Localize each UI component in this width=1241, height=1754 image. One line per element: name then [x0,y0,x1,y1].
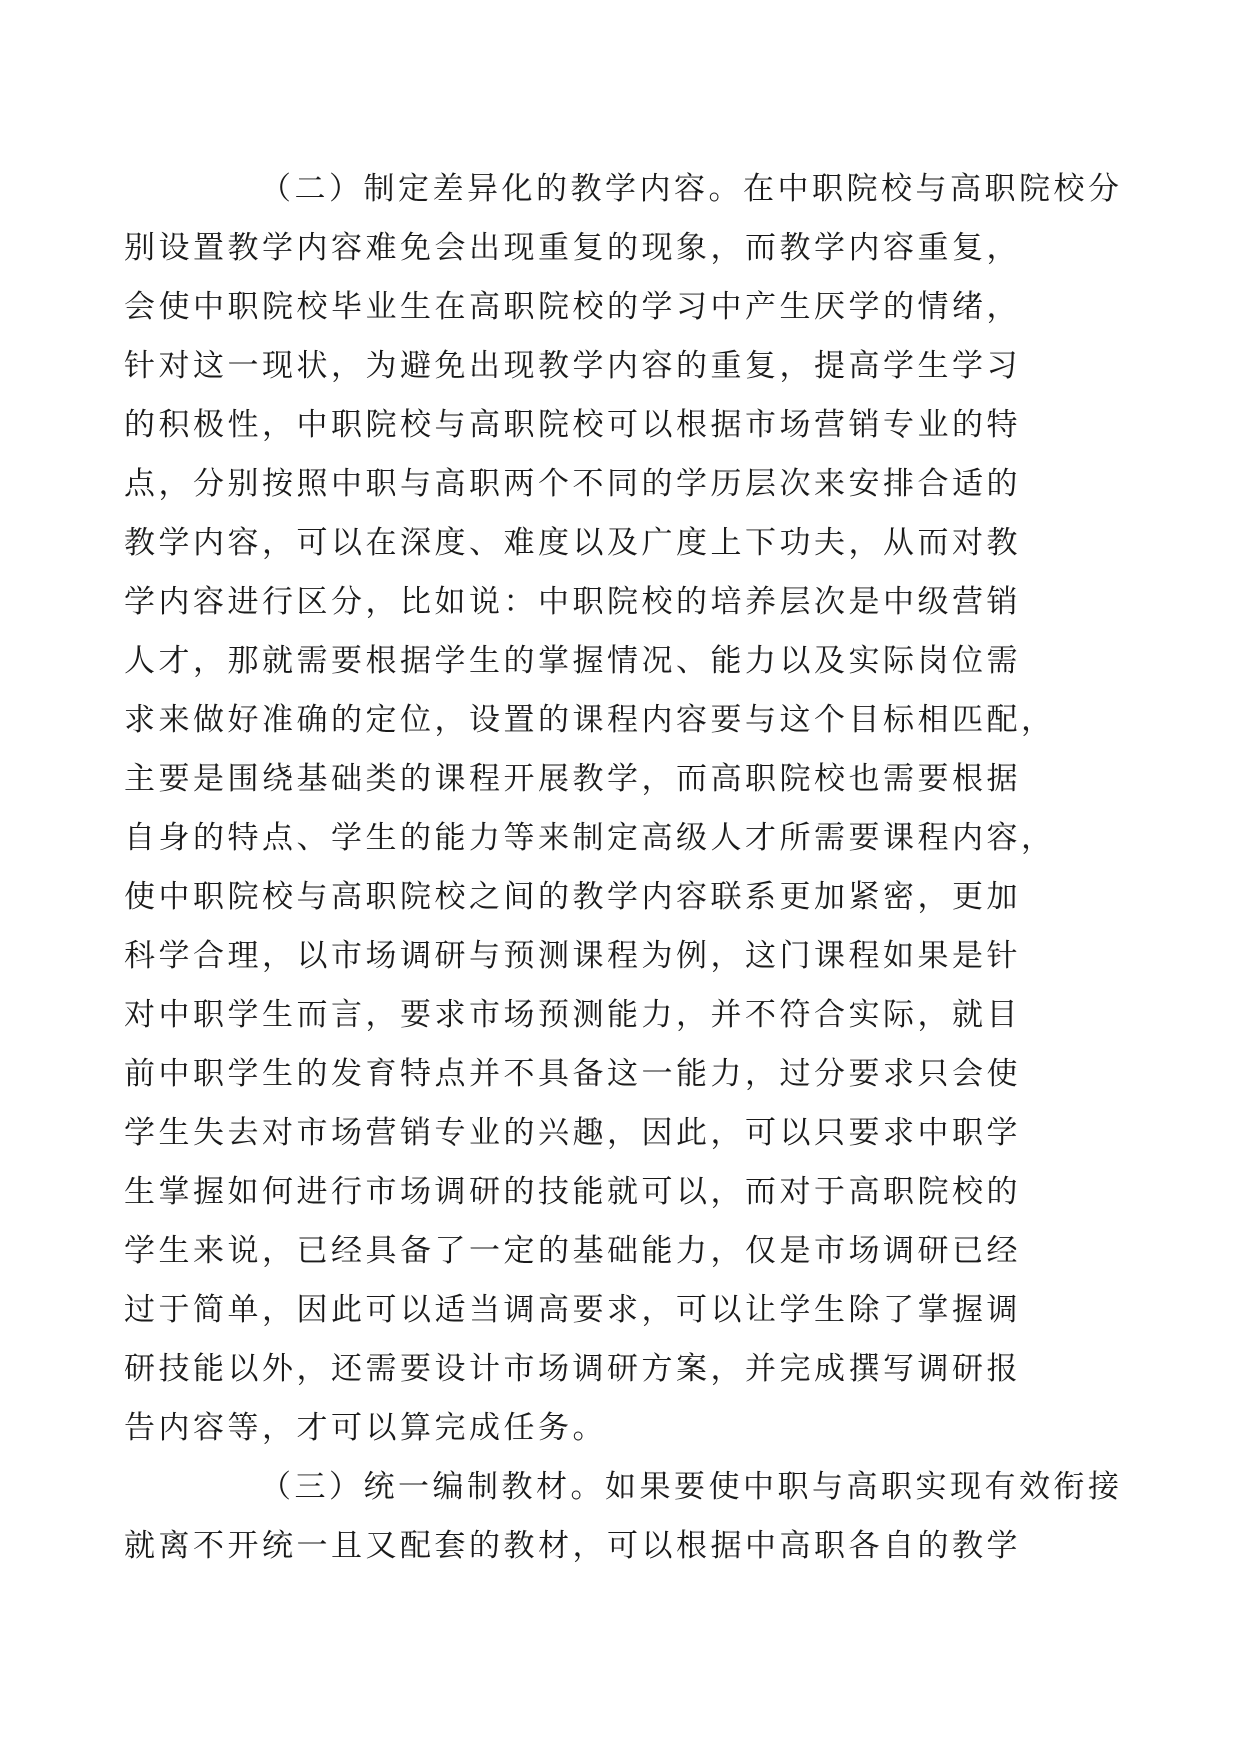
paragraph-2 [124,160,1123,1458]
text-line: 使中职院校与高职院校之间的教学内容联系更加紧密，更加 [124,879,1021,915]
text-line: 告内容等，才可以算完成任务。 [124,1410,607,1446]
text-line: 主要是围绕基础类的课程开展教学，而高职院校也需要根据 [124,761,1021,797]
body-text [124,160,1123,1576]
text-line: 前中职学生的发育特点并不具备这一能力，过分要求只会使 [124,1056,1021,1092]
text-line: 的积极性，中职院校与高职院校可以根据市场营销专业的特 [124,407,1021,443]
text-line: 科学合理，以市场调研与预测课程为例，这门课程如果是针 [124,938,1021,974]
text-line: 研技能以外，还需要设计市场调研方案，并完成撰写调研报 [124,1351,1021,1387]
text-line: 对中职学生而言，要求市场预测能力，并不符合实际，就目 [124,997,1021,1033]
text-line: 别设置教学内容难免会出现重复的现象，而教学内容重复， [124,230,1021,266]
text-line: 过于简单，因此可以适当调高要求，可以让学生除了掌握调 [124,1292,1021,1328]
text-line: 人才，那就需要根据学生的掌握情况、能力以及实际岗位需 [124,643,1021,679]
text-line: 自身的特点、学生的能力等来制定高级人才所需要课程内容， [124,820,1056,856]
text-line: 针对这一现状，为避免出现教学内容的重复，提高学生学习 [124,348,1021,384]
text-line: 就离不开统一且又配套的教材，可以根据中高职各自的教学 [124,1528,1021,1564]
text-line: 生掌握如何进行市场调研的技能就可以，而对于高职院校的 [124,1174,1021,1210]
text-line: 点，分别按照中职与高职两个不同的学历层次来安排合适的 [124,466,1021,502]
paragraph-3 [124,1458,1123,1576]
text-line: 学生来说，已经具备了一定的基础能力，仅是市场调研已经 [124,1233,1021,1269]
text-line: 学内容进行区分，比如说：中职院校的培养层次是中级营销 [124,584,1021,620]
text-line: （三）统一编制教材。如果要使中职与高职实现有效衔接 [260,1469,1123,1505]
text-line: （二）制定差异化的教学内容。在中职院校与高职院校分 [260,171,1123,207]
text-line: 学生失去对市场营销专业的兴趣，因此，可以只要求中职学 [124,1115,1021,1151]
text-line: 求来做好准确的定位，设置的课程内容要与这个目标相匹配， [124,702,1056,738]
text-line: 会使中职院校毕业生在高职院校的学习中产生厌学的情绪， [124,289,1021,325]
text-line: 教学内容，可以在深度、难度以及广度上下功夫，从而对教 [124,525,1021,561]
